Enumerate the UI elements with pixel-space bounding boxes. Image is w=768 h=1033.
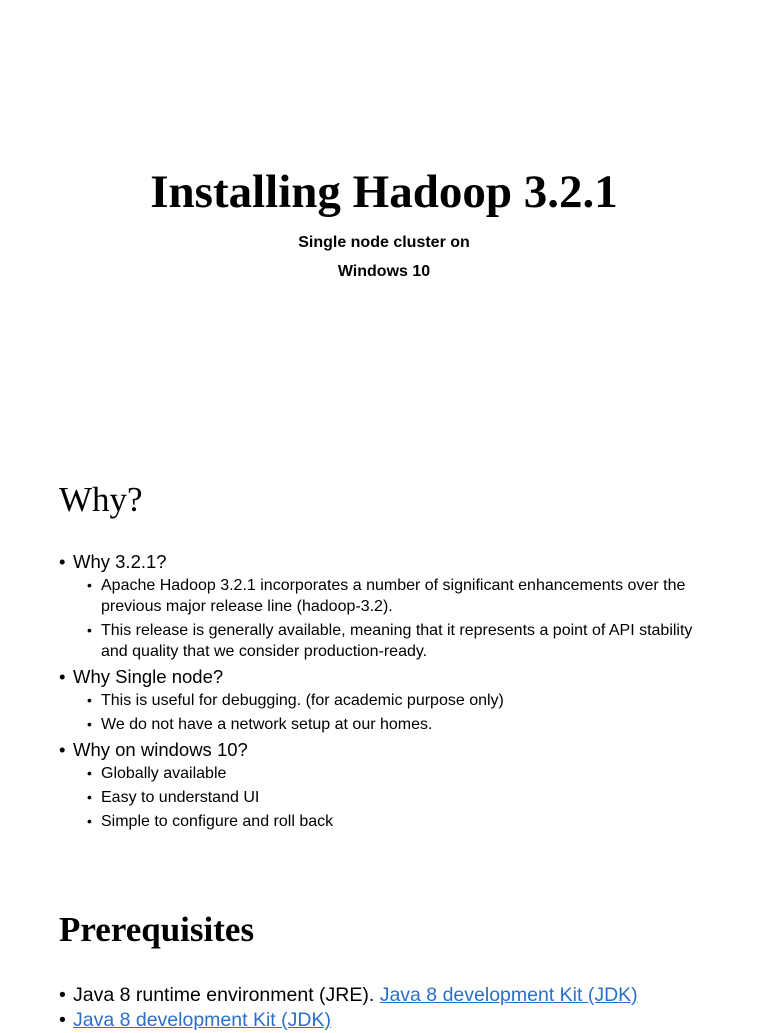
bullet-icon: • [59, 739, 66, 760]
why-heading: Why? [59, 480, 143, 519]
bullet-icon: • [59, 1009, 66, 1031]
list-item-text: Apache Hadoop 3.2.1 incorporates a number of significant enhancements over the previous major release line (hadoop-3.2). [101, 577, 686, 615]
section-label: Why 3.2.1? [73, 551, 167, 572]
bullet-icon: • [59, 666, 66, 687]
why-section-windows [59, 738, 719, 832]
list-item-text: Simple to configure and roll back [101, 813, 334, 830]
sub-bullet-list [73, 575, 719, 662]
list-item [87, 714, 719, 735]
bullet-icon: • [87, 813, 92, 829]
bullet-icon: • [87, 716, 92, 732]
list-item-text: This release is generally available, meaning that it represents a point of API stability and quality that we consider production-ready. [101, 622, 693, 660]
bullet-icon: • [87, 765, 92, 781]
title-slide [0, 0, 768, 450]
bullet-icon: • [87, 622, 92, 638]
sub-bullet-list [73, 763, 719, 832]
list-item [87, 787, 719, 808]
prerequisite-item-jdk [59, 1008, 759, 1032]
bullet-icon: • [59, 551, 66, 572]
prerequisites-list [59, 983, 759, 1033]
list-item-text: We do not have a network setup at our homes. [101, 716, 433, 733]
list-item [87, 690, 719, 711]
prerequisite-item-jre [59, 983, 759, 1007]
bullet-icon: • [87, 692, 92, 708]
why-section-single-node [59, 665, 719, 735]
subtitle-line-1: Single node cluster on [298, 234, 470, 251]
bullet-icon: • [87, 789, 92, 805]
list-item [87, 811, 719, 832]
list-item [87, 620, 719, 662]
list-item [87, 763, 719, 784]
list-item-text: Globally available [101, 765, 227, 782]
subtitle [0, 228, 768, 286]
bullet-icon: • [87, 577, 92, 593]
jdk-link-2[interactable]: Java 8 development Kit (JDK) [73, 1009, 331, 1031]
section-label: Why on windows 10? [73, 739, 248, 760]
section-label: Why Single node? [73, 666, 224, 687]
list-item-text: This is useful for debugging. (for academic purpose only) [101, 692, 504, 709]
bullet-icon: • [59, 984, 66, 1006]
jdk-link[interactable]: Java 8 development Kit (JDK) [379, 984, 638, 1006]
subtitle-line-2: Windows 10 [337, 263, 431, 280]
main-title: Installing Hadoop 3.2.1 [150, 166, 618, 218]
why-bullet-list [59, 550, 719, 835]
list-item-text: Easy to understand UI [101, 789, 260, 806]
why-section-version [59, 550, 719, 662]
prerequisite-text: Java 8 runtime environment (JRE). [73, 984, 380, 1006]
sub-bullet-list [73, 690, 719, 735]
list-item [87, 575, 719, 617]
prerequisites-heading: Prerequisites [59, 910, 255, 949]
